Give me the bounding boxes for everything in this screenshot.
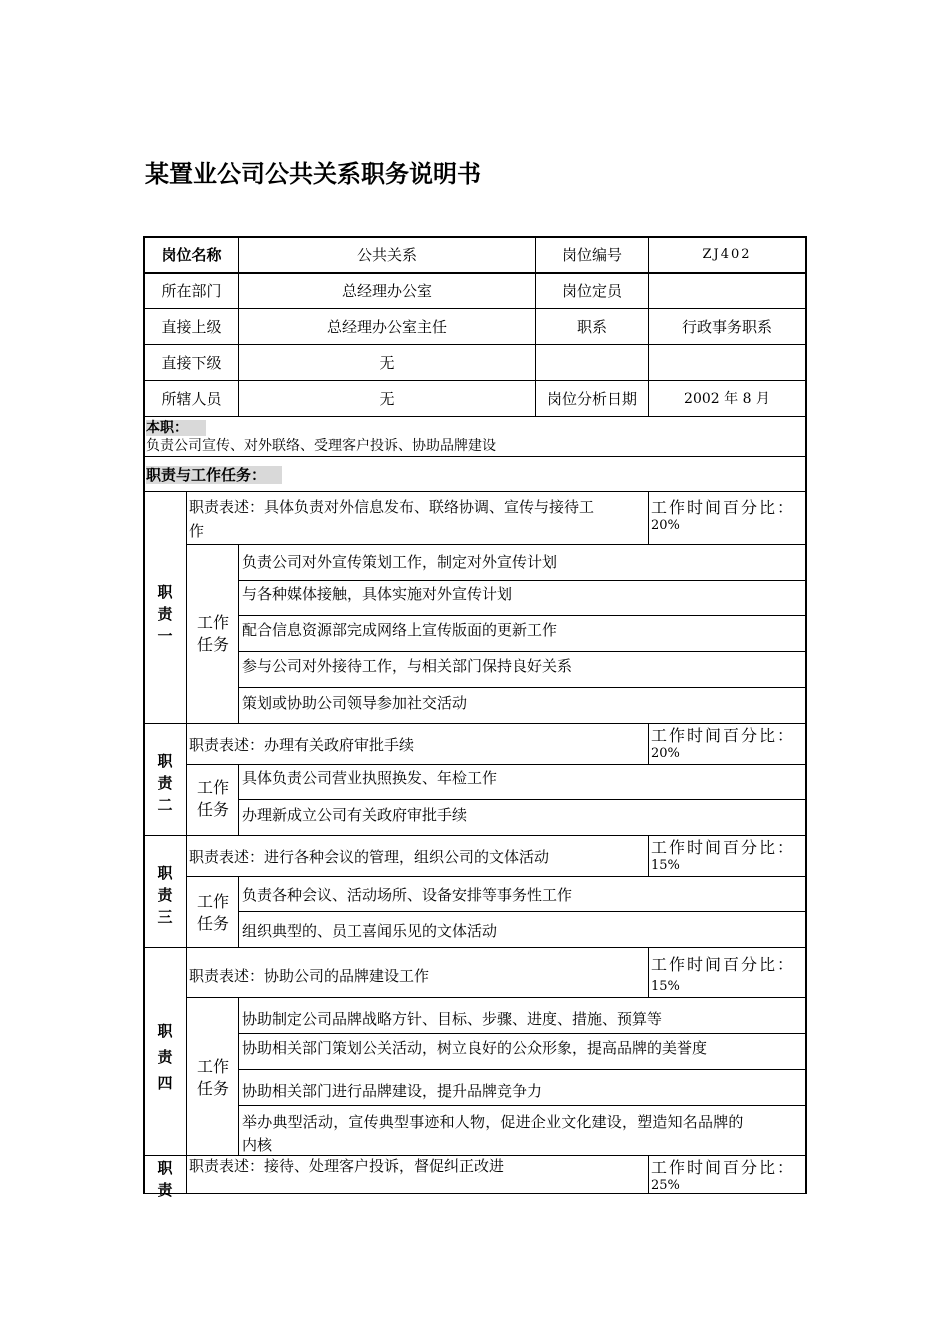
position-code-value: ZJ402 <box>702 247 752 262</box>
row-divider <box>143 272 807 274</box>
row-divider <box>238 911 807 912</box>
duty-one-task: 负责公司对外宣传策划工作，制定对外宣传计划 <box>242 553 558 571</box>
duty-one-task: 参与公司对外接待工作，与相关部门保持良好关系 <box>242 657 573 675</box>
duty-three-label: 职责三 <box>157 864 173 926</box>
position-name-value: 公共关系 <box>356 246 417 264</box>
subordinate-label: 直接下级 <box>161 354 222 372</box>
row-divider <box>143 947 807 948</box>
duty-two-pct: 工作时间百分比： 20% <box>651 726 796 761</box>
duty-five-pct: 工作时间百分比： 25% <box>651 1158 796 1193</box>
row-divider <box>238 580 807 581</box>
row-divider <box>143 456 807 457</box>
duty-four-task: 协助制定公司品牌战略方针、目标、步骤、进度、措施、预算等 <box>242 1010 663 1028</box>
duty-text: 负责公司宣传、对外联络、受理客户投诉、协助品牌建设 <box>146 438 496 454</box>
col-divider <box>238 764 239 835</box>
col-divider <box>648 723 649 764</box>
col-divider <box>648 1155 649 1194</box>
duty-three-pct: 工作时间百分比： 15% <box>651 838 796 873</box>
row-divider <box>238 1105 807 1106</box>
duty-heading: 本职： <box>146 419 206 437</box>
headcount-label: 岗位定员 <box>561 282 622 300</box>
duty-four-desc: 职责表述：协助公司的品牌建设工作 <box>189 967 430 985</box>
supervisor-label: 直接上级 <box>161 318 222 336</box>
staff-value: 无 <box>379 390 395 408</box>
row-divider <box>143 491 807 492</box>
duty-four-label: 职责四 <box>157 1022 173 1092</box>
duty-four-task-cont: 内核 <box>242 1136 273 1154</box>
department-value: 总经理办公室 <box>341 282 432 300</box>
analysis-date-label: 岗位分析日期 <box>546 390 637 408</box>
duty-one-task: 策划或协助公司领导参加社交活动 <box>242 694 468 712</box>
row-divider <box>186 876 807 877</box>
duty-one-task-label: 工作 任务 <box>196 613 229 654</box>
duty-four-task-label: 工作 任务 <box>196 1057 229 1098</box>
duty-two-desc: 职责表述：办理有关政府审批手续 <box>189 736 415 754</box>
col-divider <box>648 947 649 997</box>
duty-four-task: 协助相关部门进行品牌建设，提升品牌竞争力 <box>242 1082 543 1100</box>
row-divider <box>238 799 807 800</box>
job-family-label: 职系 <box>576 318 607 336</box>
duty-two-label: 职责二 <box>157 752 173 814</box>
supervisor-value: 总经理办公室主任 <box>326 318 447 336</box>
duty-two-task: 办理新成立公司有关政府审批手续 <box>242 806 468 824</box>
position-code-label: 岗位编号 <box>561 246 622 264</box>
col-divider <box>648 491 649 544</box>
duty-one-task: 与各种媒体接触，具体实施对外宣传计划 <box>242 585 513 603</box>
duty-two-task-label: 工作 任务 <box>196 778 229 819</box>
col-divider <box>186 491 187 1194</box>
row-divider <box>143 308 807 309</box>
department-label: 所在部门 <box>161 282 222 300</box>
duty-five-label: 职责 <box>157 1159 173 1199</box>
col-divider <box>648 835 649 876</box>
subordinate-value: 无 <box>379 354 395 372</box>
row-divider <box>143 344 807 345</box>
row-divider <box>238 615 807 616</box>
row-divider <box>238 651 807 652</box>
duty-four-task: 协助相关部门策划公关活动，树立良好的公众形象，提高品牌的美誉度 <box>242 1039 708 1057</box>
row-divider <box>143 416 807 417</box>
row-divider <box>238 687 807 688</box>
duty-four-pct: 工作时间百分比： 15% <box>651 955 796 994</box>
col-divider <box>238 997 239 1155</box>
duty-three-task: 组织典型的、员工喜闻乐见的文体活动 <box>242 922 498 940</box>
duty-one-label: 职责一 <box>157 583 173 645</box>
duty-one-desc: 职责表述：具体负责对外信息发布、联络协调、宣传与接待工 <box>189 498 595 516</box>
analysis-date-value: 2002 年 8 月 <box>684 391 770 407</box>
staff-label: 所辖人员 <box>161 390 222 408</box>
duty-three-desc: 职责表述：进行各种会议的管理，组织公司的文体活动 <box>189 848 550 866</box>
duty-three-task-label: 工作 任务 <box>196 892 229 933</box>
row-divider <box>186 764 807 765</box>
duty-one-task: 配合信息资源部完成网络上宣传版面的更新工作 <box>242 621 558 639</box>
tasks-heading: 职责与工作任务： <box>146 464 282 486</box>
row-divider <box>143 380 807 381</box>
row-divider <box>186 997 807 998</box>
row-divider <box>186 544 807 545</box>
duty-five-desc: 职责表述：接待、处理客户投诉，督促纠正改进 <box>189 1157 505 1175</box>
col-divider <box>238 544 239 723</box>
duty-one-desc-cont: 作 <box>189 522 205 540</box>
row-divider <box>143 835 807 836</box>
duty-four-task: 举办典型活动，宣传典型事迹和人物，促进企业文化建设，塑造知名品牌的 <box>242 1113 744 1131</box>
row-divider <box>238 1033 807 1034</box>
duty-one-pct: 工作时间百分比： 20% <box>651 498 796 533</box>
col-divider <box>238 876 239 947</box>
job-family-value: 行政事务职系 <box>681 318 772 336</box>
page-title: 某置业公司公共关系职务说明书 <box>145 160 481 188</box>
row-divider <box>238 1069 807 1070</box>
position-name-label: 岗位名称 <box>161 246 222 264</box>
row-divider <box>143 723 807 724</box>
duty-two-task: 具体负责公司营业执照换发、年检工作 <box>242 769 498 787</box>
duty-three-task: 负责各种会议、活动场所、设备安排等事务性工作 <box>242 886 573 904</box>
